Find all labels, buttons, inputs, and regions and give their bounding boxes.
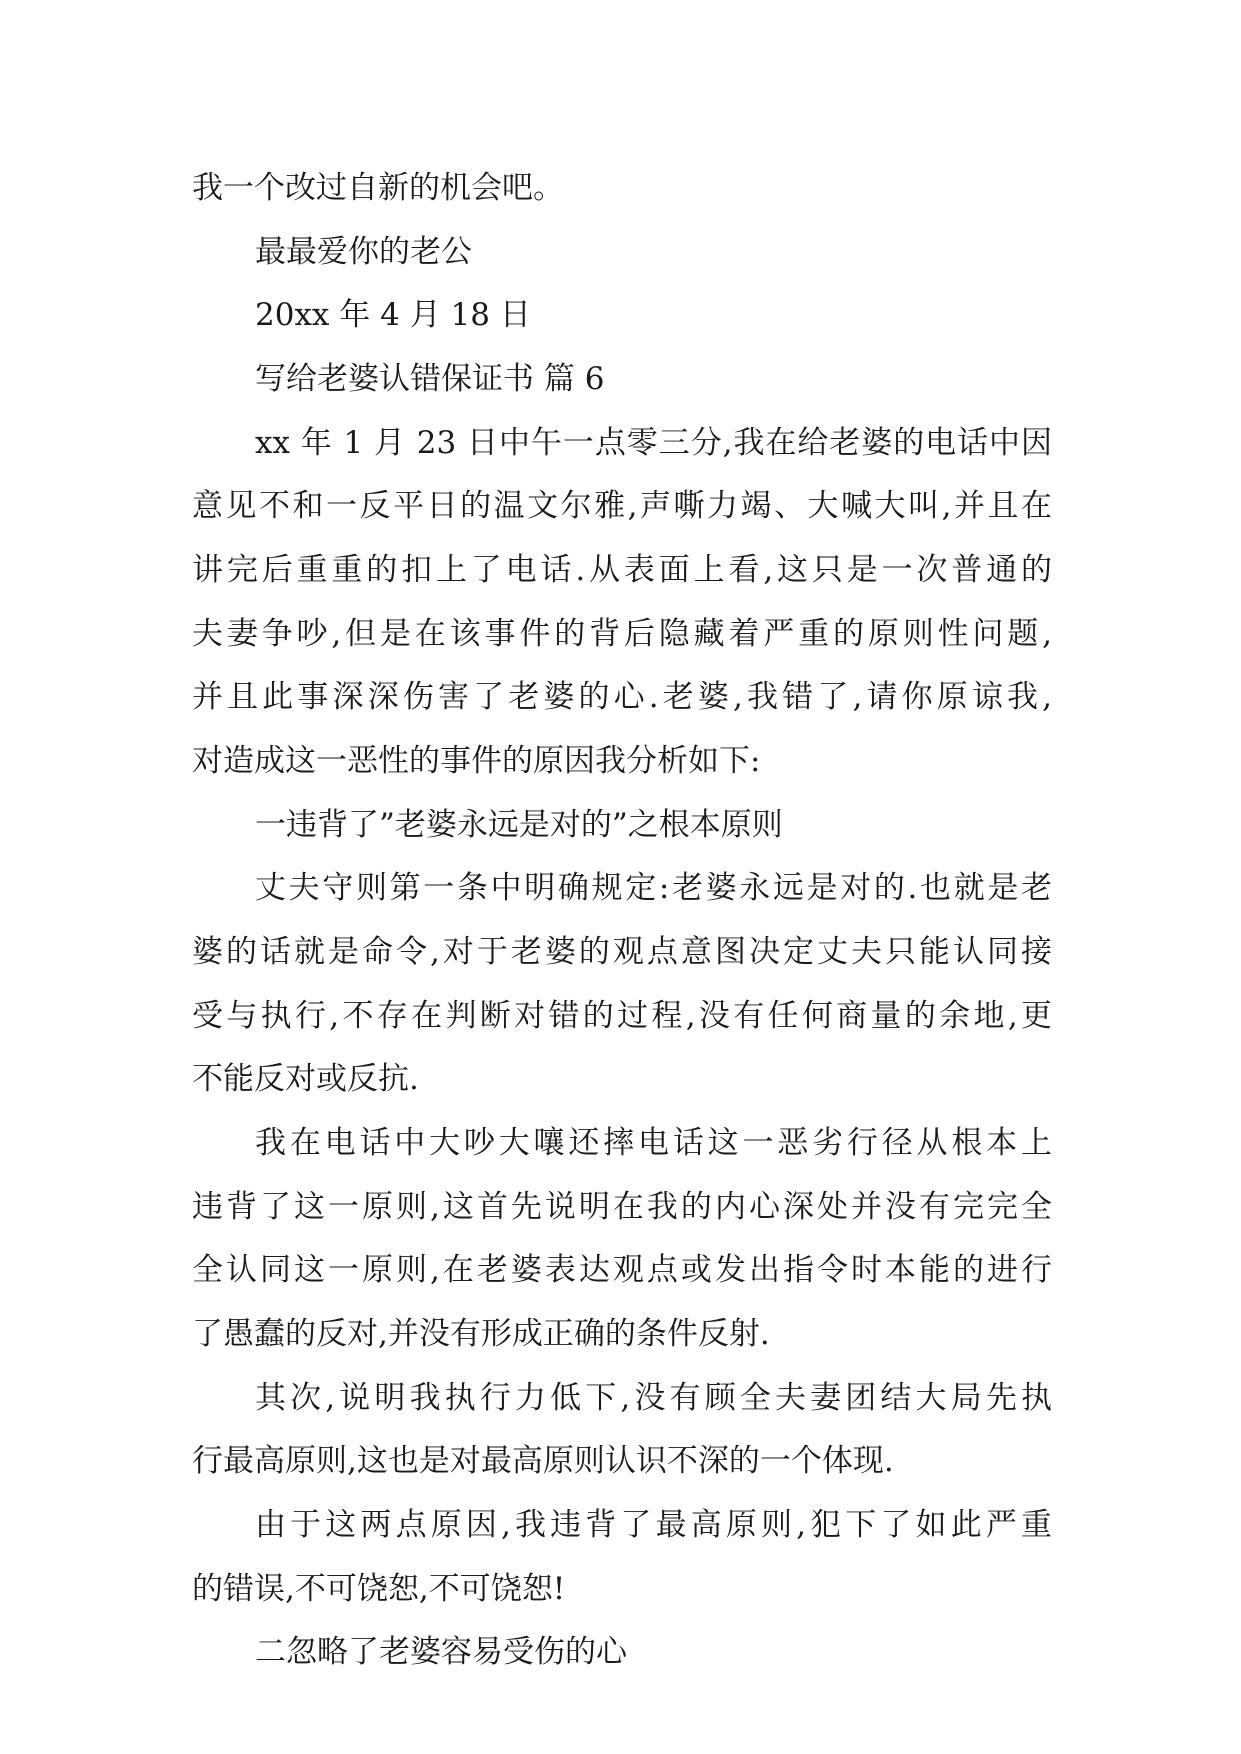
text-line: 我一个改过自新的机会吧。: [192, 170, 564, 206]
subheading-line: 二忽略了老婆容易受伤的心: [255, 1634, 627, 1670]
text-line: 讲完后重重的扣上了电话.从表面上看,这只是一次普通的: [192, 552, 1052, 588]
date-line: 20xx 年 4 月 18 日: [255, 297, 531, 333]
text-line: 意见不和一反平日的温文尔雅,声嘶力竭、大喊大叫,并且在: [192, 488, 1052, 524]
text-line: 行最高原则,这也是对最高原则认识不深的一个体现.: [192, 1443, 894, 1479]
text-line: 其次,说明我执行力低下,没有顾全夫妻团结大局先执: [255, 1380, 1052, 1416]
text-line: 夫妻争吵,但是在该事件的背后隐藏着严重的原则性问题,: [192, 616, 1052, 652]
text-line: 违背了这一原则,这首先说明在我的内心深处并没有完完全: [192, 1189, 1052, 1225]
text-line: 对造成这一恶性的事件的原因我分析如下:: [192, 743, 761, 779]
text-line: 不能反对或反抗.: [192, 1061, 419, 1097]
text-line: 并且此事深深伤害了老婆的心.老婆,我错了,请你原谅我,: [192, 679, 1052, 715]
text-line: 丈夫守则第一条中明确规定:老婆永远是对的.也就是老: [255, 870, 1052, 906]
text-line: 由于这两点原因,我违背了最高原则,犯下了如此严重: [255, 1507, 1052, 1543]
text-line: 婆的话就是命令,对于老婆的观点意图决定丈夫只能认同接: [192, 934, 1052, 970]
text-line: 的错误,不可饶恕,不可饶恕!: [192, 1571, 566, 1607]
section-heading: 写给老婆认错保证书 篇 6: [255, 361, 605, 397]
text-line: 了愚蠢的反对,并没有形成正确的条件反射.: [192, 1316, 770, 1352]
text-line: xx 年 1 月 23 日中午一点零三分,我在给老婆的电话中因: [255, 425, 1052, 461]
text-line: 我在电话中大吵大嚷还摔电话这一恶劣行径从根本上: [255, 1125, 1052, 1161]
subheading-line: 一违背了”老婆永远是对的”之根本原则: [255, 807, 783, 843]
text-line: 受与执行,不存在判断对错的过程,没有任何商量的余地,更: [192, 998, 1052, 1034]
text-line: 全认同这一原则,在老婆表达观点或发出指令时本能的进行: [192, 1252, 1052, 1288]
signature-line: 最最爱你的老公: [255, 234, 472, 270]
